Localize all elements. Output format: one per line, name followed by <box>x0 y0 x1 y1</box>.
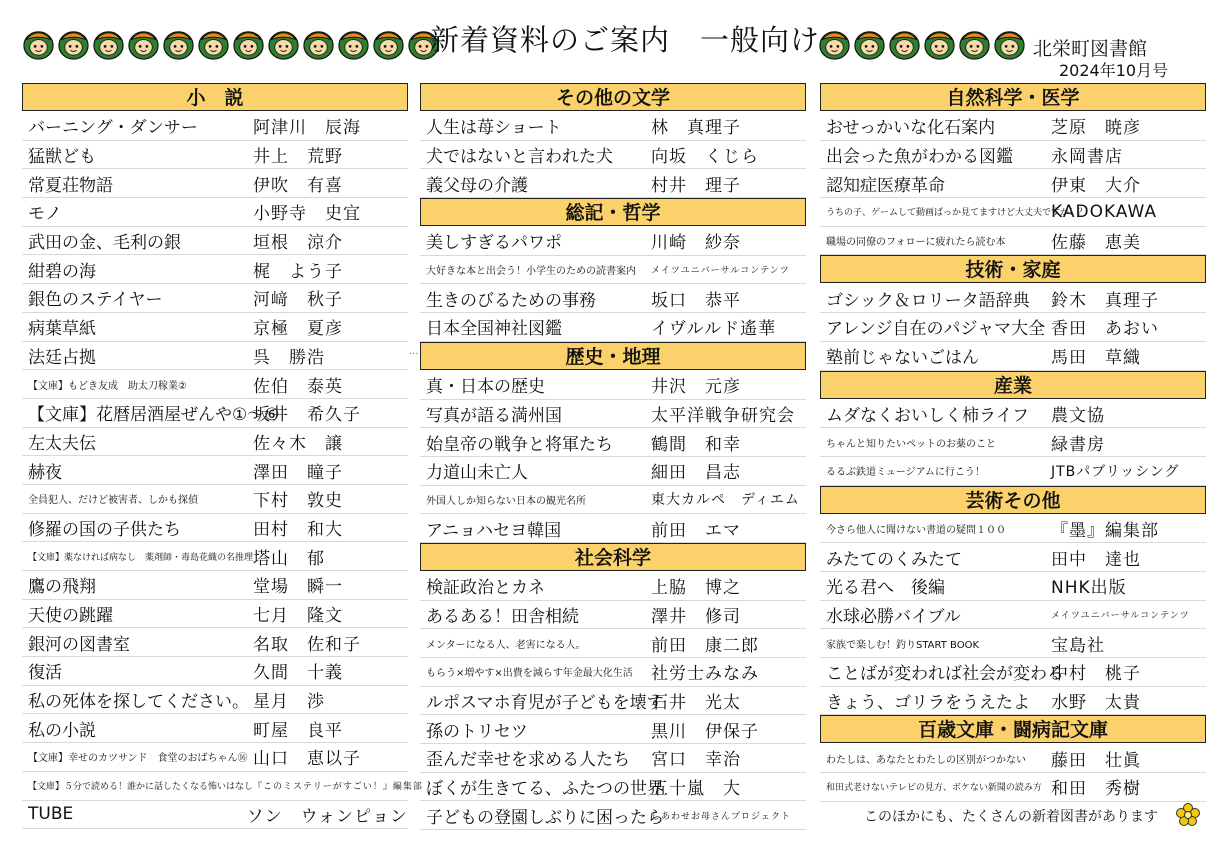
divider-dots: ··· <box>409 349 419 360</box>
book-row <box>820 687 1206 716</box>
mascot-face-icon <box>372 27 405 60</box>
book-row <box>22 743 408 772</box>
book-row <box>22 714 408 743</box>
book-author: 五十嵐 大 <box>651 779 741 800</box>
book-row <box>420 715 806 744</box>
book-title: 全員犯人、だけど被害者、しかも探偵 <box>28 495 198 507</box>
mascot-face-icon <box>958 27 991 60</box>
book-author: 佐々木 譲 <box>253 433 343 454</box>
book-author: 堂場 瞬一 <box>253 577 343 598</box>
book-author: 農文協 <box>1051 405 1105 426</box>
book-author: 川崎 紗奈 <box>651 233 741 254</box>
book-title: 生きのびるための事務 <box>426 290 596 311</box>
book-author: 林 真理子 <box>651 118 741 139</box>
category-header: 社会科学 <box>420 543 806 571</box>
book-row <box>820 342 1206 371</box>
book-author: 細田 昌志 <box>651 463 741 484</box>
category-header: 芸術その他 <box>820 486 1206 514</box>
book-author: 社労士みなみ <box>651 664 759 685</box>
book-row <box>820 141 1206 170</box>
book-title: 病葉草紙 <box>28 319 96 340</box>
book-author: 永岡書店 <box>1051 147 1123 168</box>
book-row <box>420 744 806 773</box>
column-middle <box>420 83 806 830</box>
book-row <box>420 572 806 601</box>
book-title: バーニング・ダンサー <box>28 118 198 139</box>
mascot-face-icon <box>197 27 230 60</box>
book-row <box>22 255 408 284</box>
book-title: 銀色のステイヤー <box>28 290 163 311</box>
book-title: 職場の同僚のフォローに疲れたら読む本 <box>826 237 1006 249</box>
book-author: 京極 夏彦 <box>253 319 343 340</box>
book-row <box>22 514 408 543</box>
book-title: 私の死体を探してください。 <box>28 692 249 713</box>
book-row <box>420 169 806 198</box>
book-title: 和田式老けないテレビの見方、ボケない新聞の読み方 <box>826 783 1042 794</box>
book-row <box>820 572 1206 601</box>
book-row <box>22 342 408 371</box>
issue-date: 2024年10月号 <box>1059 61 1169 80</box>
book-row <box>820 313 1206 342</box>
book-row <box>420 371 806 400</box>
book-row <box>820 169 1206 198</box>
book-title: 復活 <box>28 663 62 684</box>
book-row <box>420 400 806 429</box>
book-title: わたしは、あなたとわたしの区別がつかない <box>826 754 1026 766</box>
book-title: 【文庫】もどき友成 助太刀稼業② <box>28 380 187 392</box>
book-title: るるぶ鉄道ミュージアムに行こう！ <box>826 467 985 479</box>
book-title: 認知症医療革命 <box>826 175 945 196</box>
book-row <box>420 687 806 716</box>
book-row <box>420 658 806 687</box>
book-author: 河﨑 秋子 <box>253 290 343 311</box>
book-row <box>22 313 408 342</box>
book-author: 宮口 幸治 <box>651 750 741 771</box>
category-header: 歴史・地理 <box>420 342 806 370</box>
book-author: 塔山 郁 <box>253 548 325 569</box>
book-row <box>820 198 1206 227</box>
book-title: 真・日本の歴史 <box>426 377 545 398</box>
mascot-face-icon <box>57 27 90 60</box>
book-author: 佐藤 恵美 <box>1051 233 1141 254</box>
book-author: 鈴木 真理子 <box>1051 290 1159 311</box>
book-author: 緑書房 <box>1051 434 1105 455</box>
book-title: 左太夫伝 <box>28 433 96 454</box>
book-author: 山口 恵以子 <box>253 749 361 770</box>
book-title: 【文庫】花暦居酒屋ぜんや①～⑥ <box>28 405 280 426</box>
book-row <box>420 313 806 342</box>
book-author: 『このミステリーがすごい！』編集部 <box>253 782 423 793</box>
book-author: 『墨』編集部 <box>1051 520 1159 541</box>
book-row <box>820 601 1206 630</box>
book-row <box>820 515 1206 544</box>
book-title: 家族で楽しむ！釣りSTART BOOK <box>826 639 980 651</box>
book-author: 坂口 恭平 <box>651 290 741 311</box>
book-author: 町屋 良平 <box>253 720 343 741</box>
book-author: 水野 太貴 <box>1051 693 1141 714</box>
book-row <box>820 400 1206 429</box>
book-title: 常夏荘物語 <box>28 175 113 196</box>
book-title: TUBE <box>28 804 74 825</box>
book-author: 小野寺 史宜 <box>253 204 361 225</box>
book-row <box>420 428 806 457</box>
book-author: 和田 秀樹 <box>1051 779 1141 800</box>
category-header: 技術・家庭 <box>820 255 1206 283</box>
book-title: 鷹の飛翔 <box>28 577 96 598</box>
book-title: 検証政治とカネ <box>426 578 545 599</box>
book-title: 力道山未亡人 <box>426 463 528 484</box>
book-row <box>22 456 408 485</box>
book-row <box>420 284 806 313</box>
book-title: みたてのくみたて <box>826 549 962 570</box>
book-author: 向坂 くじら <box>651 147 759 168</box>
book-row <box>22 284 408 313</box>
book-author: NHK出版 <box>1051 578 1127 599</box>
book-row <box>820 658 1206 687</box>
book-row <box>22 657 408 686</box>
book-author: 名取 佐和子 <box>253 634 361 655</box>
book-author: KADOKAWA <box>1051 201 1158 222</box>
book-row <box>22 399 408 428</box>
book-title: 修羅の国の子供たち <box>28 519 181 540</box>
book-author: 井上 荒野 <box>253 147 343 168</box>
book-author: 石井 光太 <box>651 693 741 714</box>
book-author: 香田 あおい <box>1051 319 1159 340</box>
book-author: 鶴間 和幸 <box>651 434 741 455</box>
library-name: 北栄町図書館 <box>1033 38 1148 60</box>
book-title: 美しすぎるパワポ <box>426 233 562 254</box>
mascot-row-left <box>22 27 440 60</box>
book-author: 藤田 壮眞 <box>1051 750 1141 771</box>
page-title: 新着資料のご案内 一般向け <box>430 23 821 57</box>
book-title: 塾前じゃないごはん <box>826 348 979 369</box>
category-header: その他の文学 <box>420 83 806 111</box>
book-title: 子どもの登園しぶりに困ったら <box>426 807 664 828</box>
footer-note: このほかにも、たくさんの新着図書があります <box>864 809 1158 825</box>
mascot-face-icon <box>302 27 335 60</box>
book-author: 坂井 希久子 <box>253 405 361 426</box>
book-author: 上脇 博之 <box>651 578 741 599</box>
mascot-row-right <box>818 27 1026 60</box>
book-author: 田中 達也 <box>1051 549 1141 570</box>
category-header: 総記・哲学 <box>420 198 806 226</box>
book-row <box>22 198 408 227</box>
book-title: 義父母の介護 <box>426 175 528 196</box>
book-author: 下村 敦史 <box>253 491 343 512</box>
mascot-face-icon <box>923 27 956 60</box>
book-row <box>820 543 1206 572</box>
book-author: 前田 康二郎 <box>651 635 759 656</box>
book-title: 日本全国神社図鑑 <box>426 319 562 340</box>
book-author: 澤田 瞳子 <box>253 462 343 483</box>
book-row <box>22 686 408 715</box>
mascot-face-icon <box>888 27 921 60</box>
book-row <box>820 744 1206 773</box>
mascot-face-icon <box>232 27 265 60</box>
book-row <box>420 514 806 543</box>
book-author: 阿津川 辰海 <box>253 118 361 139</box>
book-title: 水球必勝バイブル <box>826 606 961 627</box>
book-row <box>820 112 1206 141</box>
category-header: 小 説 <box>22 83 408 111</box>
book-author: 前田 エマ <box>651 520 741 541</box>
book-title: 孫のトリセツ <box>426 721 528 742</box>
book-row <box>22 370 408 399</box>
book-author: 垣根 涼介 <box>253 233 343 254</box>
book-author: しあわせお母さんプロジェクト <box>651 811 791 822</box>
mascot-face-icon <box>818 27 851 60</box>
book-author: ソン ウォンピョン <box>246 806 408 827</box>
book-author: イヴルルド遙華 <box>651 319 777 340</box>
column-right <box>820 83 1206 802</box>
book-author: メイツユニバーサルコンテンツ <box>651 266 790 277</box>
book-author: 井沢 元彦 <box>651 377 741 398</box>
book-title: 出会った魚がわかる図鑑 <box>826 147 1013 168</box>
book-title: 大好きな本と出会う！小学生のための読書案内 <box>426 266 636 278</box>
book-row <box>420 227 806 256</box>
book-title: 銀河の図書室 <box>28 634 130 655</box>
book-author: 村井 理子 <box>651 175 741 196</box>
book-author: 呉 勝浩 <box>253 347 325 368</box>
book-title: ムダなくおいしく柿ライフ <box>826 405 1029 426</box>
book-author: 七月 隆文 <box>253 606 343 627</box>
book-title: ちゃんと知りたいペットのお薬のこと <box>826 438 996 450</box>
book-author: 黒川 伊保子 <box>651 721 759 742</box>
book-row <box>22 772 423 801</box>
book-title: あるある！田舎相続 <box>426 606 579 627</box>
book-title: 犬ではないと言われた犬 <box>426 147 613 168</box>
book-title: 法廷占拠 <box>28 347 96 368</box>
column-left <box>22 83 423 829</box>
book-title: 始皇帝の戦争と将軍たち <box>426 434 613 455</box>
book-row <box>420 773 806 802</box>
book-title: もらう×増やす×出費を減らす年金最大化生活 <box>426 668 633 680</box>
book-author: 星月 渉 <box>253 692 325 713</box>
book-title: 今さら他人に聞けない書道の疑問１００ <box>826 524 1006 536</box>
book-author: 佐伯 泰英 <box>253 376 343 397</box>
mascot-face-icon <box>92 27 125 60</box>
book-row <box>820 629 1206 658</box>
book-title: うちの子、ゲームして動画ばっか見てますけど大丈夫ですか！？ <box>826 208 1088 219</box>
book-row <box>22 428 408 457</box>
flower-icon <box>1176 803 1200 827</box>
book-author: 田村 和大 <box>253 519 343 540</box>
page-header <box>0 0 1228 82</box>
book-title: ことばが変われば社会が変わる <box>826 664 1064 685</box>
book-row <box>820 428 1206 457</box>
book-row <box>820 457 1206 486</box>
book-row <box>22 141 408 170</box>
book-title: ゴシック＆ロリータ語辞典 <box>826 290 1030 311</box>
book-author: 芝原 暁彦 <box>1051 118 1141 139</box>
book-title: 人生は苺ショート <box>426 118 562 139</box>
book-author: 澤井 修司 <box>651 606 741 627</box>
book-row <box>22 169 408 198</box>
book-title: 猛獣ども <box>28 147 96 168</box>
book-row <box>420 486 806 515</box>
book-row <box>420 112 806 141</box>
book-author: 宝島社 <box>1051 635 1105 656</box>
book-title: ルポスマホ育児が子どもを壊す <box>426 693 664 714</box>
book-author: 伊東 大介 <box>1051 175 1141 196</box>
book-row <box>22 628 408 657</box>
book-row <box>420 457 806 486</box>
book-title: 赫夜 <box>28 462 62 483</box>
book-title: 【文庫】薬なければ病なし 薬剤師・毒島花織の名推理 <box>28 552 254 563</box>
mascot-face-icon <box>337 27 370 60</box>
book-title: モノ <box>28 204 62 225</box>
book-row <box>420 629 806 658</box>
mascot-face-icon <box>853 27 886 60</box>
book-author: 太平洋戦争研究会 <box>651 405 795 426</box>
book-title: アレンジ自在のパジャマ大全 <box>826 319 1046 340</box>
book-title: 【文庫】５分で読める！誰かに話したくなる怖いはなし <box>28 782 254 793</box>
book-title: ぼくが生きてる、ふたつの世界 <box>426 779 664 800</box>
book-author: 馬田 草織 <box>1051 348 1141 369</box>
book-title: 私の小説 <box>28 720 96 741</box>
category-header: 百歳文庫・闘病記文庫 <box>820 715 1206 743</box>
book-title: 歪んだ幸せを求める人たち <box>426 750 630 771</box>
book-title: 武田の金、毛利の銀 <box>28 233 181 254</box>
book-row <box>820 227 1206 256</box>
book-title: 【文庫】幸せのカツサンド 食堂のおばちゃん⑯ <box>28 753 248 765</box>
book-row <box>22 227 408 256</box>
book-title: きょう、ゴリラをうえたよ <box>826 693 1030 714</box>
book-title: 紺碧の海 <box>28 261 96 282</box>
category-header: 自然科学・医学 <box>820 83 1206 111</box>
book-row <box>22 571 408 600</box>
mascot-face-icon <box>267 27 300 60</box>
book-author: 伊吹 有喜 <box>253 175 343 196</box>
book-title: おせっかいな化石案内 <box>826 118 996 139</box>
book-row <box>420 256 806 285</box>
book-row <box>22 485 408 514</box>
book-author: 久間 十義 <box>253 663 343 684</box>
book-row <box>22 112 408 141</box>
book-row <box>420 801 806 830</box>
book-title: 外国人しか知らない日本の観光名所 <box>426 495 586 507</box>
mascot-face-icon <box>127 27 160 60</box>
book-row <box>22 801 408 830</box>
book-author: メイツユニバーサルコンテンツ <box>1051 610 1190 621</box>
book-title: アニョハセヨ韓国 <box>426 520 562 541</box>
book-author: 梶 よう子 <box>253 261 343 282</box>
book-row <box>820 773 1206 802</box>
book-author: JTBパブリッシング <box>1051 463 1180 480</box>
book-title: 写真が語る満州国 <box>426 405 562 426</box>
book-row <box>22 542 408 571</box>
book-title: メンターになる人、老害になる人。 <box>426 639 586 651</box>
book-row <box>820 284 1206 313</box>
book-row <box>22 600 408 629</box>
mascot-face-icon <box>22 27 55 60</box>
book-author: 東大カルペ ディエム <box>651 492 800 509</box>
book-title: 天使の跳躍 <box>28 606 113 627</box>
book-title: 光る君へ 後編 <box>826 578 945 599</box>
book-row <box>420 601 806 630</box>
category-header: 産業 <box>820 371 1206 399</box>
mascot-face-icon <box>162 27 195 60</box>
book-row <box>420 141 806 170</box>
mascot-face-icon <box>993 27 1026 60</box>
book-author: 中村 桃子 <box>1051 664 1141 685</box>
